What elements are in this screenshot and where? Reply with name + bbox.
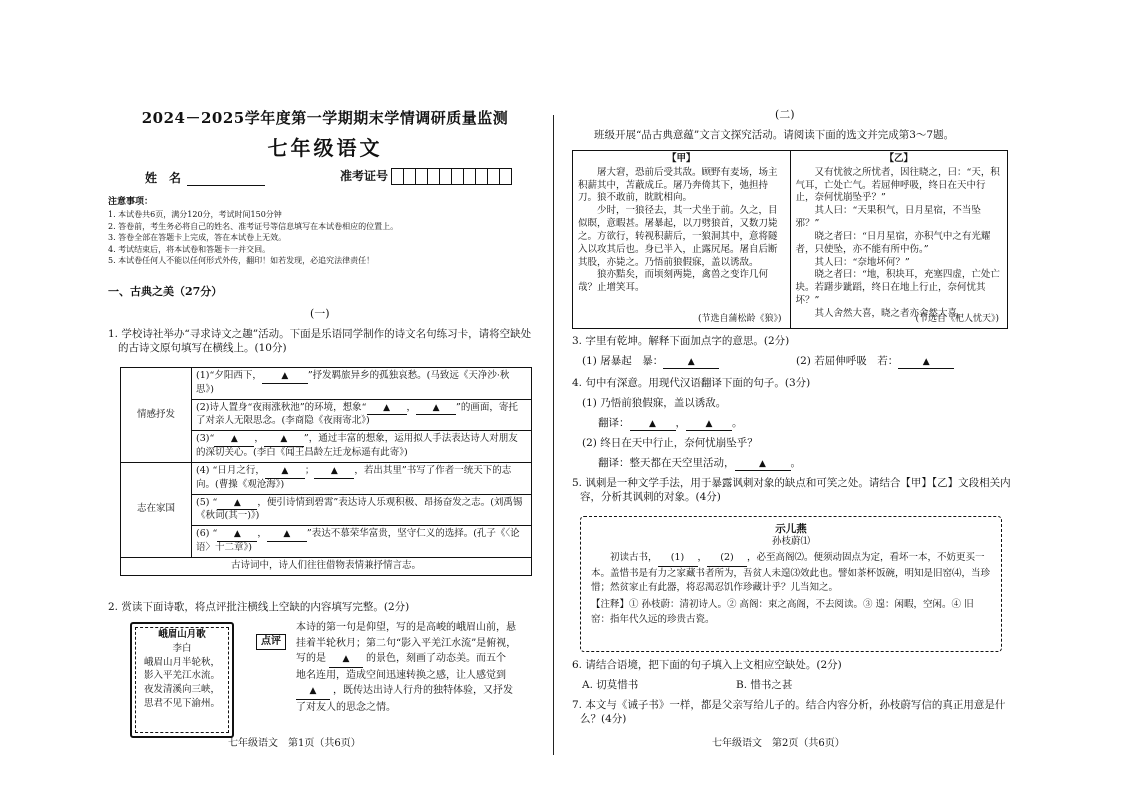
answer-blank[interactable]: ▲ <box>264 433 304 447</box>
question-3-item: (1) 屠暴起 暴： ▲ <box>582 354 719 369</box>
table-row: (1)“夕阳西下， ▲ ”抒发羁旅异乡的孤独哀愁。(马致远《天净沙·秋思》) <box>192 368 532 400</box>
passage-paragraph: 屠大窘，恐前后受其敌。顾野有麦场，场主积薪其中，苫蔽成丘。屠乃奔倚其下，弛担持刀。狼不敢前，眈眈相向。 <box>578 166 778 204</box>
poem-line: 夜发清溪向三峡， <box>143 684 220 696</box>
exam-id-field <box>340 168 512 185</box>
passage-paragraph: 又有忧彼之所忧者，因往晓之，曰：“天，积气耳，亡处亡气。若屈伸呼吸，终日在天中行止，奈何忧崩坠乎？” <box>795 166 1000 204</box>
answer-blank[interactable]: ▲ <box>217 528 257 542</box>
category-emotion: 情感抒发 <box>121 368 192 463</box>
box-author: 孙枝蔚⑴ <box>771 536 810 548</box>
table-footer: 古诗词中，诗人们往往借物表情兼抒情言志。 <box>121 557 532 575</box>
table-row: (6) “ ▲ ， ▲ ”表达不慕荣华富贵，坚守仁义的选择。(孔子《〈论语〉十二章》) <box>192 526 532 558</box>
passage-paragraph: 其人曰：“天果积气，日月星宿，不当坠邪？” <box>795 205 981 230</box>
answer-blank[interactable]: ▲ <box>314 465 354 479</box>
question-4-item: (2) 终日在天中行止，奈何忧崩坠乎？ <box>582 437 758 449</box>
question-4-answer: 翻译：整天都在天空里活动， ▲ 。 <box>598 456 801 471</box>
answer-blank[interactable]: ▲ <box>296 683 330 700</box>
section-heading: 一、古典之美（27分） <box>108 285 223 298</box>
exam-subject: 七年级语文 <box>267 136 383 160</box>
review-tag: 点评 <box>256 634 286 650</box>
notes-block <box>108 196 508 267</box>
note-item: 2. 答卷前，考生务必将自己的姓名、准考证号等信息填写在本试卷相应的位置上。 <box>108 221 399 231</box>
option-a[interactable]: A. 切莫惜书 <box>582 679 639 691</box>
name-field <box>145 170 265 186</box>
answer-blank[interactable]: ▲ <box>686 416 732 431</box>
left-page <box>0 0 560 793</box>
passage-paragraph: 狼亦黠矣，而顷刻两毙，禽兽之变诈几何哉？止增笑耳。 <box>578 269 769 294</box>
passage-yi-head: 【乙】 <box>884 153 913 164</box>
category-patriotism: 志在家国 <box>121 462 192 557</box>
passage-paragraph: 晓之者曰：“地，积块耳，充塞四虚，亡处亡块。若躇步跐蹈，终日在地上行止，奈何忧其坏？” <box>795 269 1000 306</box>
question-5: 5. 讽刺是一种文学手法，用于暴露讽刺对象的缺点和可笑之处。请结合【甲】【乙】文段相关内 容，分析其讽刺的对象。(4分) <box>572 477 1011 504</box>
passage-source: (节选自《杞人忧天》) <box>915 313 999 324</box>
table-row: (5) “ ▲ ，便引诗情到碧霄”表达诗人乐观积极、昂扬奋发之志。(刘禹锡《秋词(其一)》) <box>192 494 532 526</box>
poem-line: 思君不见下渝州。 <box>143 697 220 709</box>
poem-line: 影入平羌江水流。 <box>143 670 220 682</box>
question-7: 7. 本文与《诫子书》一样，都是父亲写给儿子的。结合内容分析，孙枝蔚写信的真正用意是什 么？(4分) <box>572 699 1006 726</box>
table-row: (4) “日月之行， ▲ ； ▲ ，若出其里”书写了作者一统天下的志向。(曹操《观沧海》) <box>192 462 532 494</box>
reading-box <box>580 516 1002 652</box>
question-3-item: (2) 若屈伸呼吸 若： ▲ <box>796 354 954 369</box>
page-footer: 七年级语文 第2页（共6页） <box>712 738 845 749</box>
passage-paragraph: 晓之者曰：“日月星宿，亦积气中之有光耀者，只使坠，亦不能有所中伤。” <box>795 230 991 255</box>
note-item: 3. 答卷全部在答题卡上完成，答在本试卷上无效。 <box>108 233 287 243</box>
question-4-answer: 翻译： ▲ ， ▲ 。 <box>598 416 743 431</box>
table-row: (2)诗人置身“夜雨涨秋池”的环境，想象“ ▲ ， ▲ ”的画面，寄托了对亲人无限思念。(李商隐《夜雨寄北》) <box>192 399 532 431</box>
poem-card <box>130 622 234 738</box>
part-heading: (一) <box>310 307 330 320</box>
answer-blank[interactable]: ▲ <box>416 402 456 416</box>
answer-blank[interactable]: ▲ <box>329 651 363 668</box>
answer-blank[interactable]: ▲ <box>265 465 305 479</box>
page-divider <box>553 115 554 755</box>
answer-blank[interactable]: ▲ <box>214 433 254 447</box>
passage-source: (节选自蒲松龄《狼》) <box>697 313 782 324</box>
passage-yi <box>790 151 1008 328</box>
passage-paragraph: 其人舍然大喜，晓之者亦舍然大喜。 <box>814 307 967 319</box>
reading-passages <box>572 150 1008 329</box>
question-4-item: (1) 乃悟前狼假寐，盖以诱敌。 <box>582 397 727 409</box>
option-b[interactable]: B. 惜书之甚 <box>736 679 793 691</box>
passage-jia-head: 【甲】 <box>666 153 696 164</box>
note-item: 4. 考试结束后，将本试卷和答题卡一并交回。 <box>108 244 271 254</box>
poem-author: 李白 <box>172 642 192 654</box>
answer-blank[interactable]: ▲ <box>217 497 257 511</box>
passage-jia <box>573 151 790 328</box>
box-title: 示儿燕 <box>775 523 807 535</box>
answer-blank-1[interactable]: (1) <box>658 551 698 567</box>
answer-blank[interactable]: ▲ <box>663 354 719 369</box>
table-row: (3)“ ▲ ， ▲ ”，通过丰富的想象，运用拟人手法表达诗人对朋友的深切关心。(李白《闻王昌龄左迁龙标遥有此寄》) <box>192 431 532 463</box>
question-1: 1. 学校诗社举办“寻求诗文之趣”活动。下面是乐语同学制作的诗文名句练习卡，请将空缺处 的古诗文原句填写在横线上。(10分) <box>108 328 532 355</box>
question-3: 3. 字里有乾坤。解释下面加点字的意思。(2分) <box>572 335 790 347</box>
notes-title: 注意事项： <box>108 197 154 207</box>
answer-blank[interactable]: ▲ <box>735 456 791 471</box>
exam-id-label: 准考证号 <box>340 169 389 184</box>
answer-blank[interactable]: ▲ <box>898 354 954 369</box>
box-text: 初读古书， (1) ， (2) ，必至高阁⑵。便须动固点为定，看坏一本，不妨更买一本。盖惜书是有力之家藏书者所为，吾贫人未遑⑶效此也。譬如茶杯饭碗，明知是旧窑⑷，当珍惜；然贫家止有此器，将忍渴忍饥作珍藏计乎？儿当知之。 <box>591 551 991 594</box>
reading-intro: 班级开展“品古典意蕴”文言文探究活动。请阅读下面的选文并完成第3～7题。 <box>594 129 955 141</box>
answer-blank[interactable]: ▲ <box>367 402 407 416</box>
review-text: 本诗的第一句是仰望，写的是高峻的峨眉山前，悬 挂着半轮秋月；第二句“影入平羌江水流”是俯视， 写的是 ▲ 的景色，刻画了动态美。而五个 地名连用，造成空间迅速转换之感，让人感觉到 ▲ ，既传达出诗人行舟的独特体验，又抒发 了对友人的思念之情。 <box>296 622 517 714</box>
name-line <box>187 172 265 186</box>
answer-blank[interactable]: ▲ <box>630 416 676 431</box>
answer-blank[interactable]: ▲ <box>267 528 307 542</box>
poem-title: 峨眉山月歌 <box>158 629 206 640</box>
part-heading: (二) <box>775 108 795 121</box>
poem-exercise-table <box>120 367 532 576</box>
passage-paragraph: 其人曰：“奈地坏何？” <box>814 256 910 268</box>
note-item: 1. 本试卷共6页，满分120分，考试时间150分钟 <box>108 210 282 220</box>
question-4: 4. 句中有深意。用现代汉语翻译下面的句子。(3分) <box>572 377 811 389</box>
name-label: 姓 名 <box>145 171 182 185</box>
poem-line: 峨眉山月半轮秋， <box>143 656 220 668</box>
answer-blank[interactable]: ▲ <box>262 370 308 384</box>
box-notes: 【注释】① 孙枝蔚：清初诗人。② 高阁：束之高阁，不去阅读。③ 遑：闲暇，空闲。④ 旧窑：指年代久远的珍贵古瓷。 <box>591 599 974 625</box>
answer-blank-2[interactable]: (2) <box>707 551 747 567</box>
question-2: 2. 赏读下面诗歌，将点评批注横线上空缺的内容填写完整。(2分) <box>108 601 410 613</box>
note-item: 5. 本试卷任何人不能以任何形式外传，翻印！如若发现，必追究法律责任！ <box>108 256 375 266</box>
question-6: 6. 请结合语境，把下面的句子填入上文相应空缺处。(2分) <box>572 659 842 671</box>
exam-title: 2024－2025学年度第一学期期末学情调研质量监测 <box>141 109 509 127</box>
exam-id-cells <box>392 168 512 185</box>
passage-paragraph: 少时，一狼径去，其一犬坐于前。久之，目似瞑，意暇甚。屠暴起，以刀劈狼首，又数刀毙之。方欲行，转视积薪后，一狼洞其中，意将隧入以攻其后也。身已半入，止露尻尾。屠自后断其股，亦毙之。乃悟前狼假寐，盖以诱敌。 <box>578 205 778 268</box>
page-footer: 七年级语文 第1页（共6页） <box>228 738 361 749</box>
